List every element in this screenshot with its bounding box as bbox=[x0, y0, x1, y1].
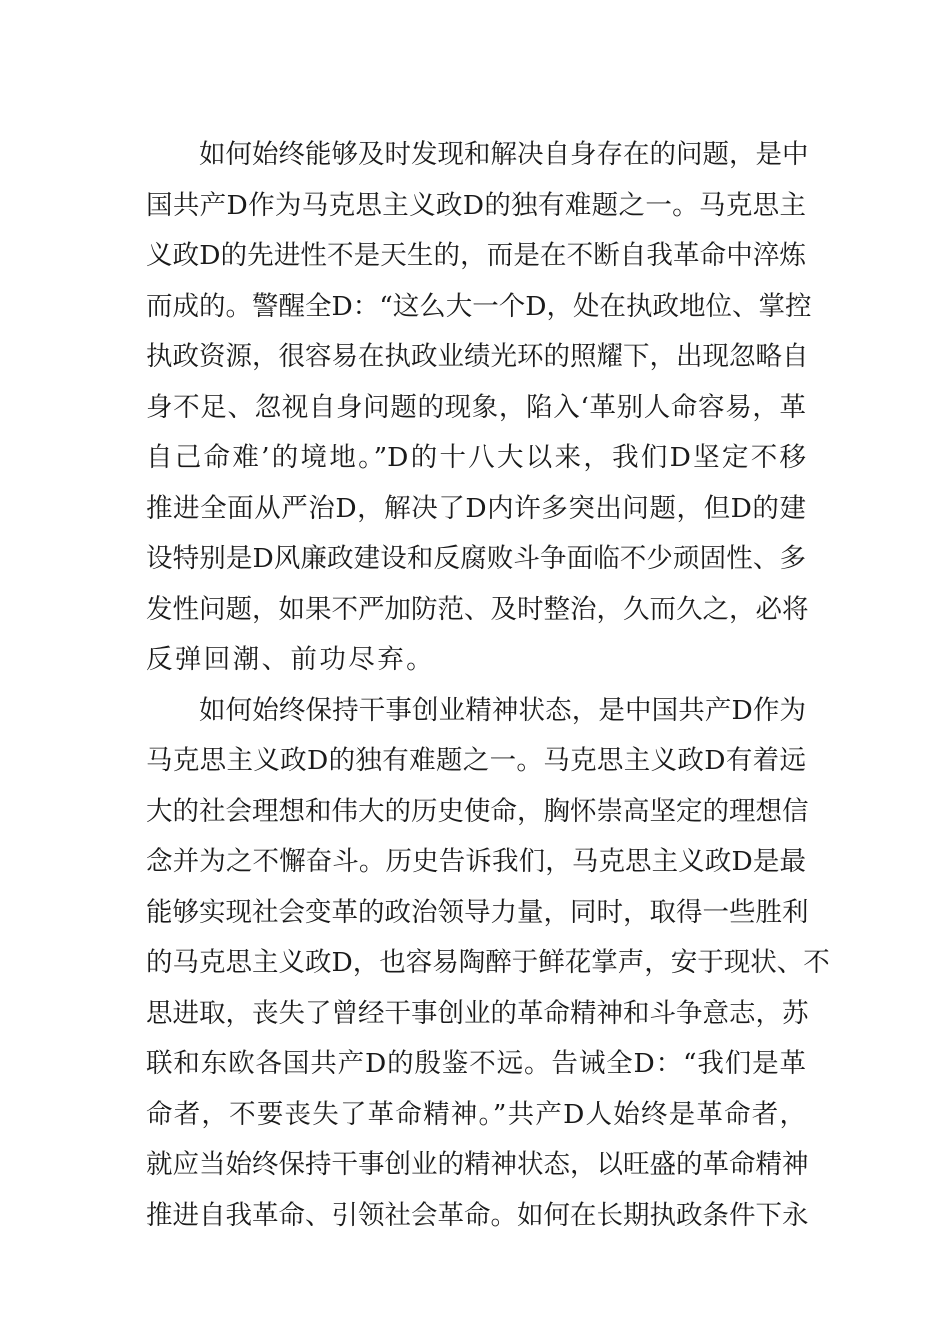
text-line: 自己命难’的境地。”D的十八大以来，我们D坚定不移 bbox=[146, 442, 806, 473]
text-line: 思进取，丧失了曾经干事创业的革命精神和斗争意志，苏 bbox=[146, 997, 809, 1029]
text-line: 如何始终能够及时发现和解决自身存在的问题，是中 bbox=[199, 139, 809, 170]
text-line: 的马克思主义政D，也容易陶醉于鲜花掌声，安于现状、不 bbox=[146, 947, 830, 978]
text-line: 而成的。警醒全D：“这么大一个D，处在执政地位、掌控 bbox=[146, 290, 812, 322]
text-line: 推进全面从严治D，解决了D内许多突出问题，但D的建 bbox=[146, 492, 806, 524]
text-line: 就应当始终保持干事创业的精神状态，以旺盛的革命精神 bbox=[146, 1149, 809, 1180]
text-line: 马克思主义政D的独有难题之一。马克思主义政D有着远 bbox=[146, 745, 806, 776]
text-line: 命者，不要丧失了革命精神。”共产D人始终是革命者， bbox=[146, 1098, 806, 1130]
text-line: 国共产D作为马克思主义政D的独有难题之一。马克思主 bbox=[146, 189, 806, 221]
text-line: 义政D的先进性不是天生的，而是在不断自我革命中淬炼 bbox=[146, 240, 806, 271]
text-line: 反弹回潮、前功尽弃。 bbox=[146, 644, 435, 675]
text-line: 身不足、忽视自身问题的现象，陷入‘革别人命容易，革 bbox=[146, 391, 806, 423]
text-line: 念并为之不懈奋斗。历史告诉我们，马克思主义政D是最 bbox=[146, 846, 806, 877]
text-line: 推进自我革命、引领社会革命。如何在长期执政条件下永 bbox=[146, 1199, 809, 1231]
text-line: 能够实现社会变革的政治领导力量，同时，取得一些胜利 bbox=[146, 896, 809, 928]
text-line: 执政资源，很容易在执政业绩光环的照耀下，出现忽略自 bbox=[146, 341, 809, 372]
text-line: 设特别是D风廉政建设和反腐败斗争面临不少顽固性、多 bbox=[146, 543, 806, 574]
document-body bbox=[146, 130, 830, 1241]
text-line: 如何始终保持干事创业精神状态，是中国共产D作为 bbox=[199, 694, 806, 726]
paragraph-1 bbox=[146, 130, 812, 686]
text-line: 发性问题，如果不严加防范、及时整治，久而久之，必将 bbox=[146, 593, 809, 625]
paragraph-2 bbox=[146, 686, 830, 1242]
text-line: 联和东欧各国共产D的殷鉴不远。告诫全D：“我们是革 bbox=[146, 1048, 806, 1079]
text-line: 大的社会理想和伟大的历史使命，胸怀崇高坚定的理想信 bbox=[146, 795, 809, 827]
